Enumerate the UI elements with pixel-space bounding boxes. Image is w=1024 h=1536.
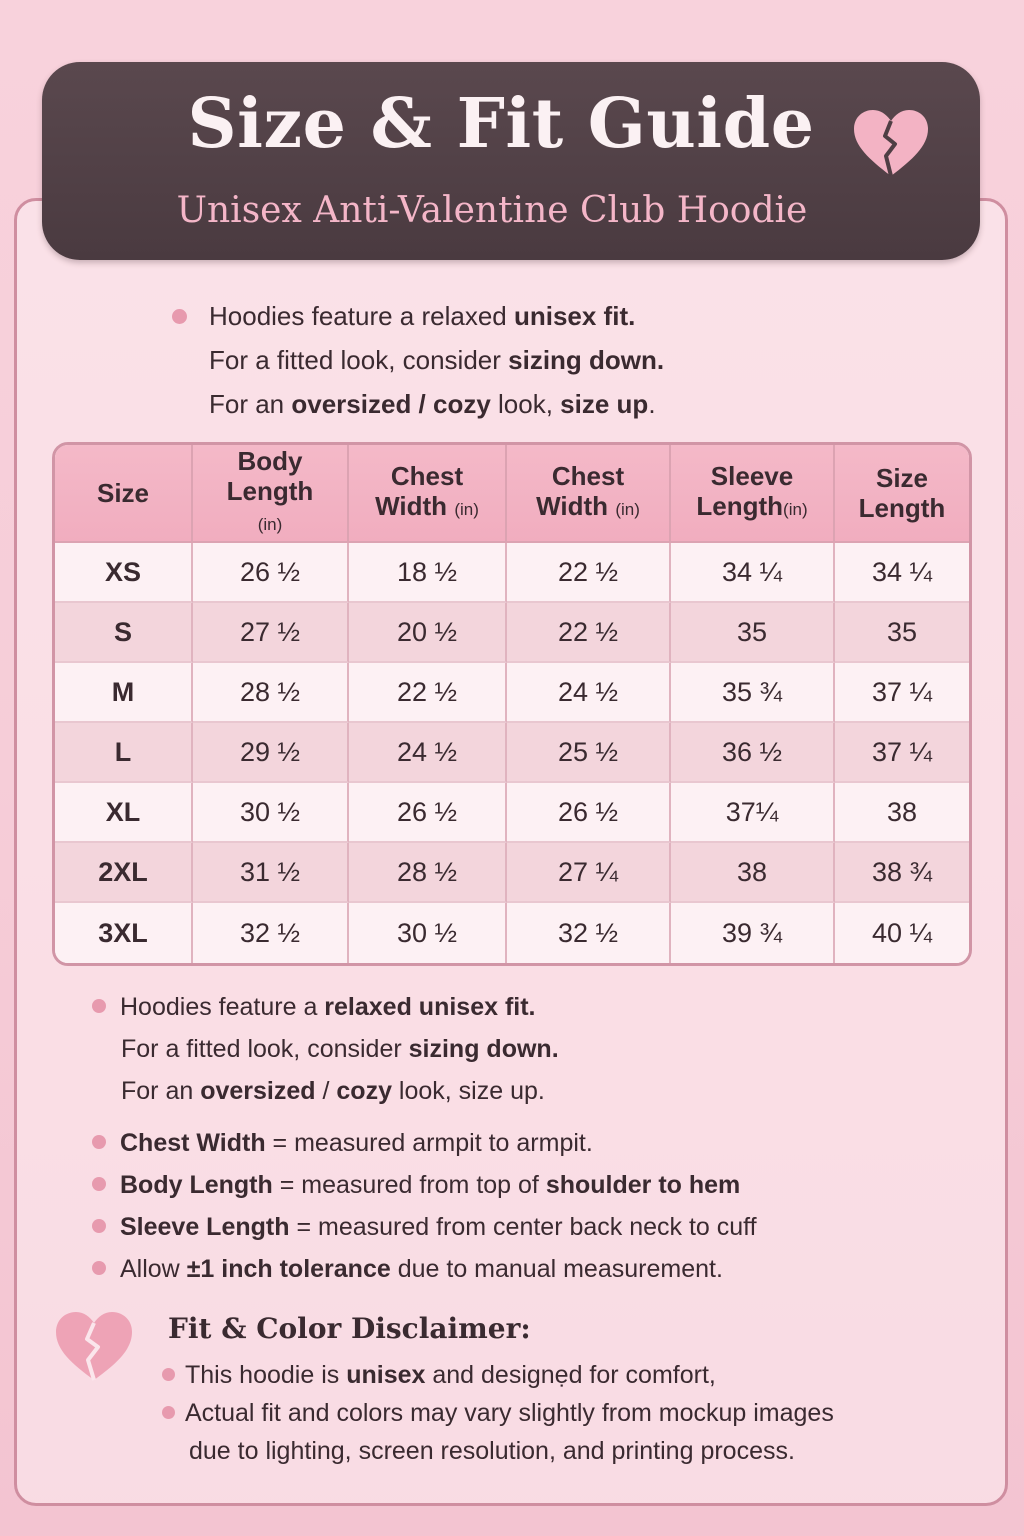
- measurement-cell: 22 ½: [507, 603, 671, 663]
- measurement-cell: 18 ½: [349, 543, 507, 603]
- broken-heart-icon: [52, 1308, 136, 1384]
- intro-bold: unisex fit: [513, 301, 629, 331]
- bullet-dot: [92, 1135, 106, 1149]
- measurement-cell: 30 ½: [193, 783, 349, 843]
- bullet-dot: [92, 1177, 106, 1191]
- header-chest-width-2: Chest Width (in): [507, 445, 671, 543]
- note-bold: Sleeve Length: [120, 1213, 290, 1241]
- bullet-dot: [92, 1219, 106, 1233]
- measurement-cell: 37¼: [671, 783, 835, 843]
- header-banner: [42, 62, 980, 260]
- measurement-cell: 22 ½: [507, 543, 671, 603]
- header-size: Size: [55, 445, 193, 543]
- table-row: [55, 903, 969, 963]
- measurement-cell: 27 ½: [193, 603, 349, 663]
- measurement-cell: 28 ½: [193, 663, 349, 723]
- measurement-cell: 38: [671, 843, 835, 903]
- header-chest-width: Chest Width (in): [349, 445, 507, 543]
- measurement-cell: 26 ½: [349, 783, 507, 843]
- note-text: Allow: [120, 1255, 187, 1283]
- measurement-cell: 27 ¼: [507, 843, 671, 903]
- disclaimer-text: and designẹd for comfort,: [425, 1361, 716, 1389]
- measurement-cell: 37 ¼: [835, 663, 969, 723]
- size-label-cell: XS: [55, 543, 193, 603]
- note-text: Hoodies feature a: [120, 993, 325, 1021]
- size-label-cell: XL: [55, 783, 193, 843]
- disclaimer-text: This hoodie is: [185, 1361, 347, 1389]
- note-text: due to manual measurement.: [390, 1255, 723, 1283]
- measurement-cell: 35: [671, 603, 835, 663]
- disclaimer-text: due to lighting, screen resolution, and printing process.: [189, 1437, 795, 1465]
- table-row: [55, 783, 969, 843]
- header-size-length: Size Length: [835, 445, 969, 543]
- intro-bold: .: [656, 345, 665, 375]
- measurement-cell: 38 ¾: [835, 843, 969, 903]
- intro-fit-note: [172, 294, 664, 426]
- intro-text: Hoodies feature a relaxed: [209, 301, 514, 331]
- measurement-cell: 32 ½: [507, 903, 671, 963]
- note-text: = measured armpit to armpit.: [265, 1129, 593, 1157]
- table-row: [55, 723, 969, 783]
- intro-bold: .: [628, 301, 636, 331]
- note-bold: .: [551, 1035, 559, 1063]
- measurement-cell: 39 ¾: [671, 903, 835, 963]
- measurement-cell: 36 ½: [671, 723, 835, 783]
- size-label-cell: S: [55, 603, 193, 663]
- note-bold: Body Length: [120, 1171, 273, 1199]
- note-bold: shoulder to hem: [545, 1171, 741, 1199]
- note-bold: cozy: [336, 1077, 392, 1105]
- measurement-cell: 40 ¼: [835, 903, 969, 963]
- table-header-row: [55, 445, 969, 543]
- measurement-cell: 24 ½: [349, 723, 507, 783]
- disclaimer-text: Actual fit and colors may vary slightly from mockup images: [185, 1399, 834, 1427]
- note-bold: relaxed unisex fit.: [324, 993, 536, 1021]
- page-subtitle: Unisex Anti-Valentine Club Hoodie: [176, 190, 808, 231]
- table-row: [55, 543, 969, 603]
- intro-text: For a fitted look, consider: [209, 345, 509, 375]
- header-body-length: Body Length (in): [193, 445, 349, 543]
- measurement-cell: 29 ½: [193, 723, 349, 783]
- size-chart-table: [52, 442, 972, 966]
- intro-bold: size up: [560, 389, 649, 419]
- note-text: For an: [121, 1077, 201, 1105]
- bullet-dot: [162, 1406, 175, 1419]
- note-bold: ±1 inch tolerance: [186, 1255, 391, 1283]
- page-title: Size & Fit Guide: [187, 84, 815, 164]
- bullet-dot: [162, 1368, 175, 1381]
- disclaimer-title: Fit & Color Disclaimer:: [168, 1312, 531, 1345]
- header-sleeve-length: Sleeve Length(in): [671, 445, 835, 543]
- intro-text: For an: [209, 389, 292, 419]
- note-text: look, size up.: [391, 1077, 545, 1105]
- measurement-cell: 20 ½: [349, 603, 507, 663]
- measurement-cell: 22 ½: [349, 663, 507, 723]
- note-text: = measured from center back neck to cuff: [289, 1213, 757, 1241]
- note-text: = measured from top of: [272, 1171, 546, 1199]
- measurement-notes: [92, 986, 757, 1290]
- size-label-cell: M: [55, 663, 193, 723]
- measurement-cell: 35 ¾: [671, 663, 835, 723]
- intro-bold: oversized / cozy: [291, 389, 491, 419]
- measurement-cell: 26 ½: [193, 543, 349, 603]
- bullet-dot: [172, 309, 187, 324]
- table-row: [55, 663, 969, 723]
- note-text: For a fitted look, consider: [121, 1035, 409, 1063]
- size-label-cell: L: [55, 723, 193, 783]
- size-label-cell: 2XL: [55, 843, 193, 903]
- measurement-cell: 34 ¼: [671, 543, 835, 603]
- measurement-cell: 37 ¼: [835, 723, 969, 783]
- measurement-cell: 30 ½: [349, 903, 507, 963]
- intro-bold: sizing down: [508, 345, 657, 375]
- disclaimer-body: [162, 1356, 834, 1470]
- measurement-cell: 24 ½: [507, 663, 671, 723]
- intro-text: .: [648, 389, 656, 419]
- broken-heart-icon: [850, 106, 932, 180]
- bullet-dot: [92, 999, 106, 1013]
- measurement-cell: 25 ½: [507, 723, 671, 783]
- measurement-cell: 31 ½: [193, 843, 349, 903]
- bullet-dot: [92, 1261, 106, 1275]
- note-bold: Chest Width: [120, 1129, 266, 1157]
- measurement-cell: 32 ½: [193, 903, 349, 963]
- measurement-cell: 35: [835, 603, 969, 663]
- measurement-cell: 26 ½: [507, 783, 671, 843]
- disclaimer-bold: unisex: [346, 1361, 426, 1389]
- note-bold: sizing down: [408, 1035, 552, 1063]
- size-label-cell: 3XL: [55, 903, 193, 963]
- note-text: /: [315, 1077, 337, 1105]
- note-bold: oversized: [200, 1077, 316, 1105]
- measurement-cell: 38: [835, 783, 969, 843]
- table-row: [55, 603, 969, 663]
- measurement-cell: 34 ¼: [835, 543, 969, 603]
- intro-text: look,: [490, 389, 561, 419]
- table-row: [55, 843, 969, 903]
- measurement-cell: 28 ½: [349, 843, 507, 903]
